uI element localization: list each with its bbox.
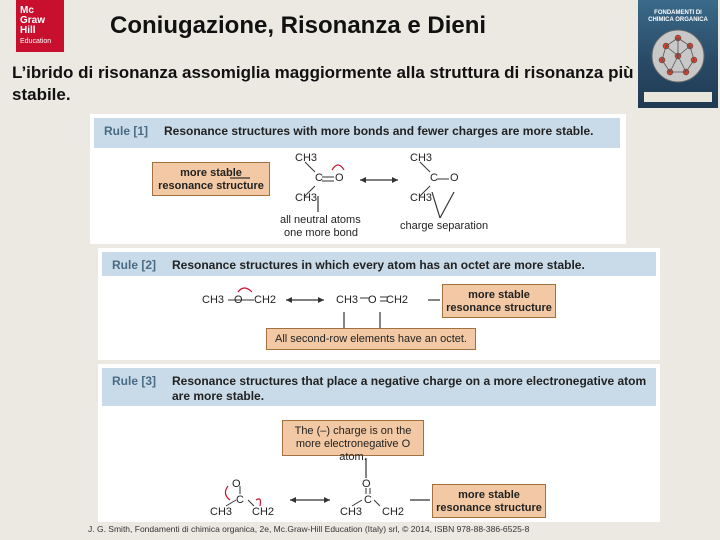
rule-3-label: Rule [3] (112, 374, 157, 388)
pointer-line (440, 192, 454, 218)
chem-label: O (368, 294, 377, 306)
chem-label: C (236, 494, 244, 506)
electron-arrow (238, 288, 252, 292)
arrowhead (360, 177, 366, 183)
chem-label: CH3 (336, 294, 359, 306)
rule-2-stable-box: more stable resonance structure (442, 284, 556, 318)
rule-1-label-charge: charge separation (400, 220, 489, 232)
rule-1-text: Resonance structures with more bonds and fewer charges are more stable. (164, 124, 594, 138)
book-cover-title: FONDAMENTI DI CHIMICA ORGANICA (648, 10, 708, 23)
logo-line: Graw (20, 15, 46, 26)
source-credit: J. G. Smith, Fondamenti di chimica organica, 2e, Mc.Graw-Hill Education (Italy) srl, © 2014, ISBN 978-88-386-6525-8 (88, 524, 530, 534)
rule-1-label-neutral: all neutral atoms (280, 214, 361, 226)
slide-title: Coniugazione, Risonanza e Dieni (110, 12, 487, 39)
bond (420, 186, 430, 196)
logo-line: Mc (20, 5, 34, 16)
chem-label: CH3 (410, 152, 433, 164)
chem-label: CH3 (340, 506, 363, 518)
arrowhead (324, 497, 330, 503)
chem-label: C (315, 172, 323, 184)
arrowhead (392, 177, 398, 183)
pointer-line (432, 192, 440, 218)
rule-2-note-box: All second-row elements have an octet. (266, 328, 476, 350)
chem-label: CH2 (386, 294, 409, 306)
chem-label: C (430, 172, 438, 184)
bond (226, 500, 236, 506)
chem-label: CH2 (252, 506, 275, 518)
chem-label: CH3 (295, 152, 318, 164)
electron-arrow (256, 499, 261, 506)
bond (305, 162, 315, 172)
chem-label: CH3 (295, 192, 318, 204)
chem-label: O (232, 478, 241, 490)
arrowhead (290, 497, 296, 503)
chem-label: C (364, 494, 372, 506)
chem-label: CH3 (410, 192, 433, 204)
subtitle: L’ibrido di risonanza assomiglia maggiormente alla struttura di risonanza più stabile. (12, 63, 634, 104)
rule-1-label-bond: one more bond (284, 227, 358, 239)
bond (305, 186, 315, 196)
rule-1-stable-box: more stable resonance structure (152, 162, 270, 196)
chem-label: CH3 (202, 294, 225, 306)
logo-line: Hill (20, 25, 36, 36)
chem-label: O (234, 294, 243, 306)
bond (248, 500, 254, 506)
chem-label: O (335, 172, 344, 184)
arrowhead (318, 297, 324, 303)
bond (420, 162, 430, 172)
rule-2-label: Rule [2] (112, 258, 157, 272)
rule-1-label: Rule [1] (104, 124, 149, 138)
chem-label: O (362, 478, 371, 490)
electron-arrow (225, 486, 230, 500)
rule-2-text: Resonance structures in which every atom has an octet are more stable. (172, 258, 585, 272)
rule-3-note-box: The (–) charge is on the more electronegative O atom. (282, 420, 424, 456)
electron-arrow (332, 165, 344, 170)
arrowhead (286, 297, 292, 303)
rule-3-text: Resonance structures that place a negative charge on a more electronegative atom are more stable. (172, 374, 647, 403)
chem-label: CH3 (210, 506, 233, 518)
bond (374, 500, 380, 506)
rule-3-stable-box: more stable resonance structure (432, 484, 546, 518)
chem-label: CH2 (382, 506, 405, 518)
logo-line: Education (20, 38, 52, 45)
bond (352, 500, 362, 506)
chem-label: O (450, 172, 459, 184)
chem-label: CH2 (254, 294, 277, 306)
